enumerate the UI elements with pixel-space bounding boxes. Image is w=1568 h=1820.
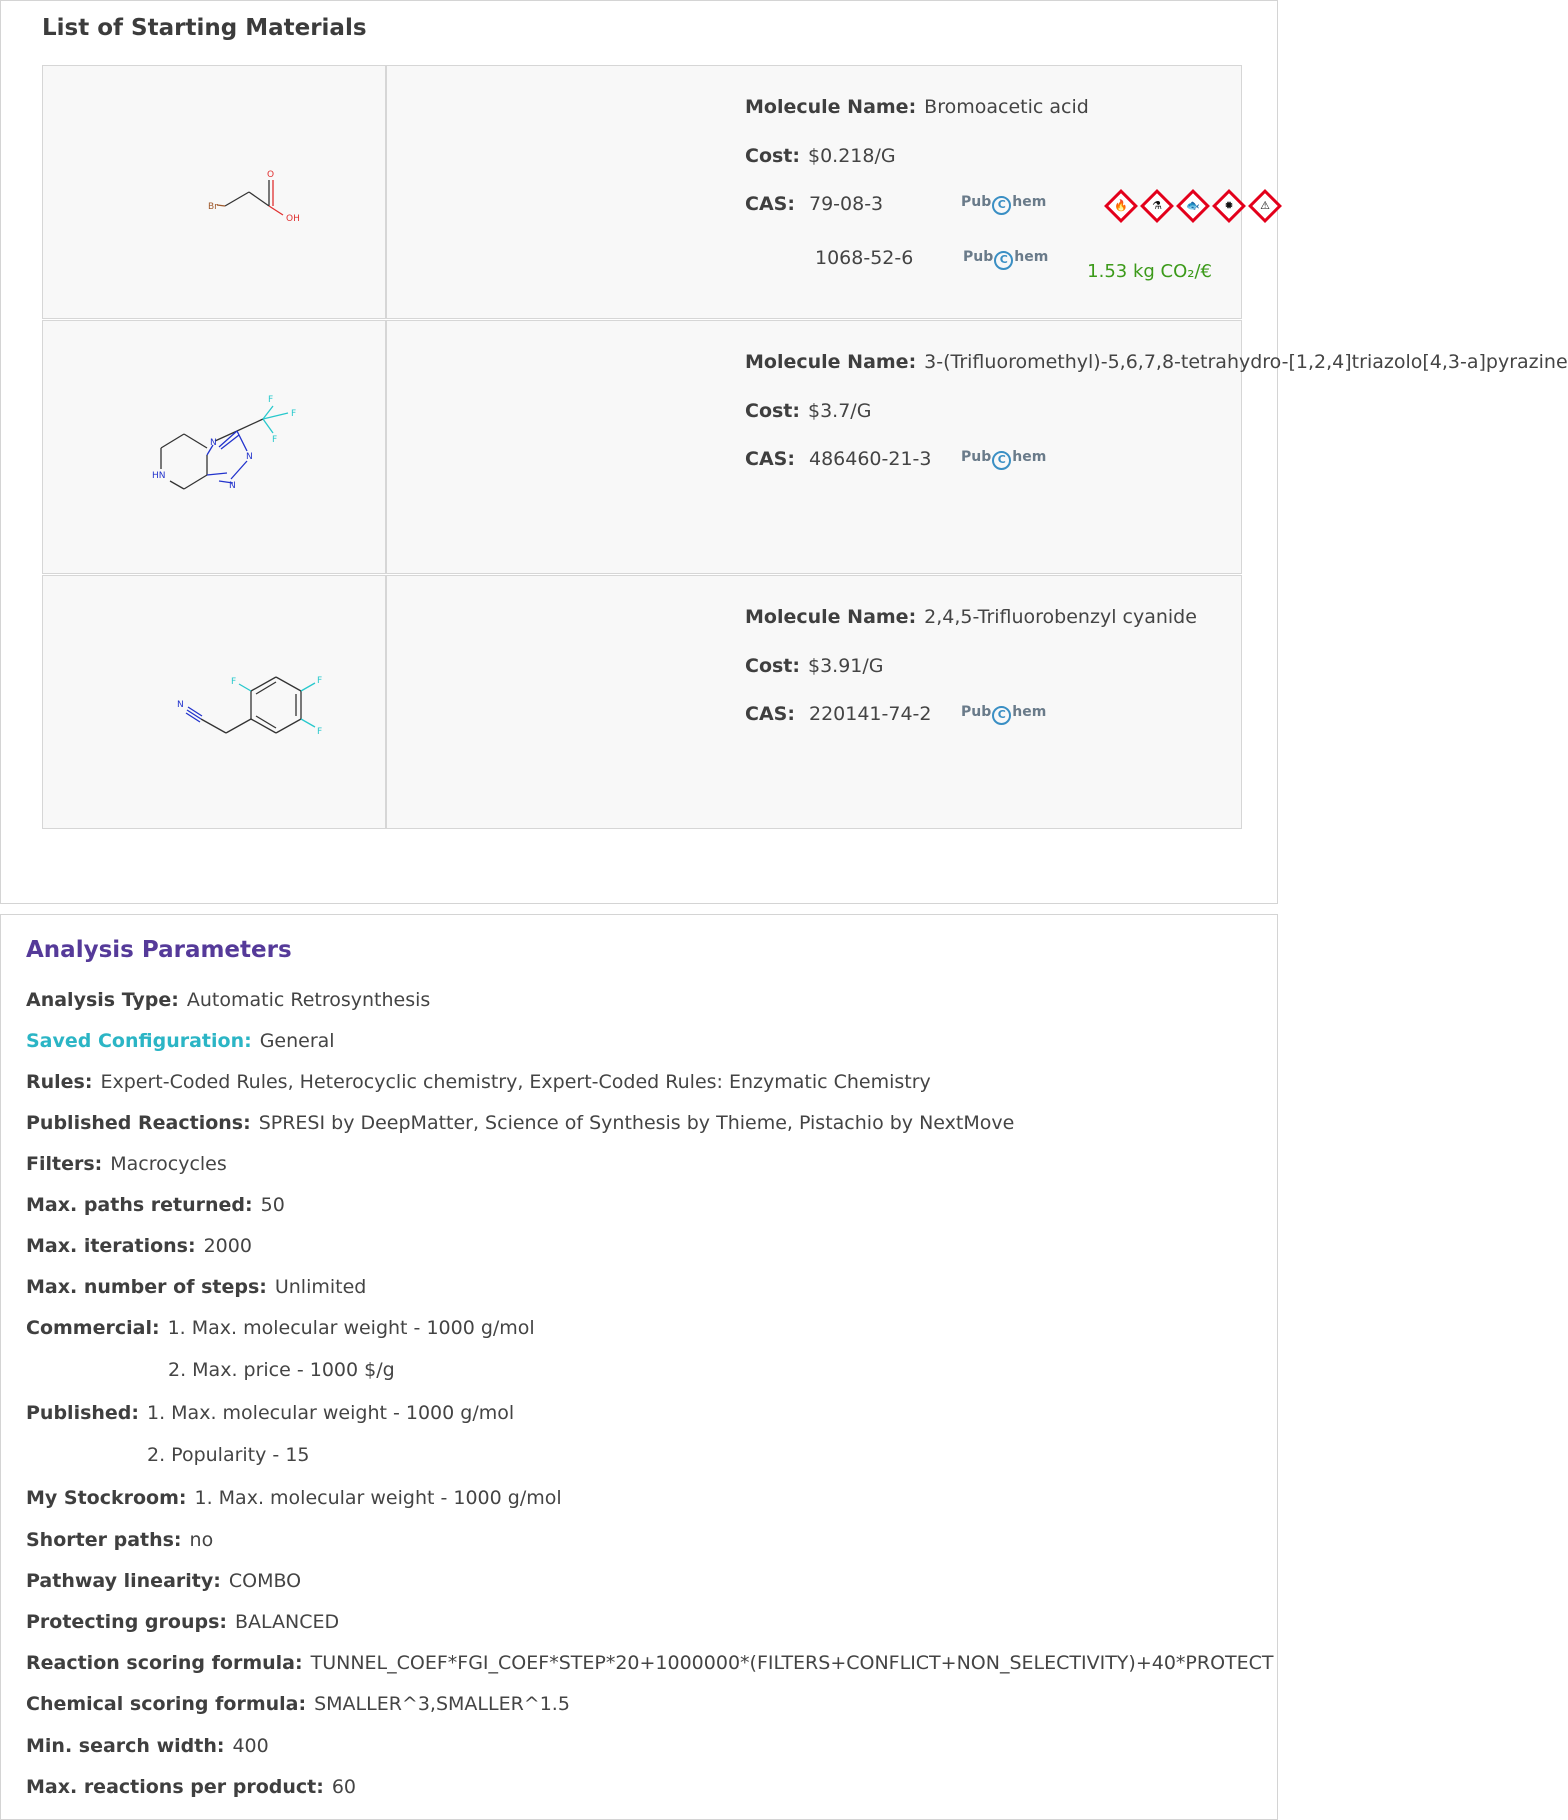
param-value: 1. Max. molecular weight - 1000 g/mol	[147, 1402, 515, 1424]
param-my-stockroom	[26, 1487, 562, 1509]
param-value: 2. Popularity - 15	[147, 1444, 310, 1466]
param-key: Analysis Type:	[26, 989, 179, 1011]
co2-footprint: 1.53 kg CO₂/€	[1087, 261, 1212, 282]
molecule-name-line	[745, 96, 1089, 118]
molecule-info	[387, 66, 1270, 318]
flammable-icon: 🔥	[1104, 189, 1138, 223]
cas-line	[745, 193, 959, 215]
cost-label: Cost:	[745, 655, 800, 677]
param-commercial-2	[168, 1359, 395, 1381]
param-key: Published:	[26, 1402, 139, 1424]
param-max-reactions	[26, 1776, 356, 1798]
param-published-reactions	[26, 1112, 1014, 1134]
param-rules	[26, 1071, 931, 1093]
param-key: Min. search width:	[26, 1735, 225, 1757]
cas-number: 1068-52-6	[815, 247, 914, 269]
param-value: 60	[331, 1776, 357, 1798]
molecule-name-value: 3-(Trifluoromethyl)-5,6,7,8-tetrahydro-[1,2,4]triazolo[4,3-a]pyrazine	[924, 351, 1568, 373]
pubchem-link[interactable]: Pub C hem	[961, 704, 1046, 725]
param-value: COMBO	[228, 1570, 302, 1592]
param-key: Max. number of steps:	[26, 1276, 267, 1298]
cas-label: CAS:	[745, 703, 795, 725]
starting-materials-table	[42, 65, 1568, 830]
cost-value: $0.218/G	[808, 145, 896, 167]
param-key: Rules:	[26, 1071, 93, 1093]
molecule-info	[387, 576, 1241, 828]
molecule-name-value: 2,4,5-Trifluorobenzyl cyanide	[924, 606, 1197, 628]
param-pathway-linearity	[26, 1570, 301, 1592]
toxic-icon: ⚠	[1248, 189, 1282, 223]
molecule-info	[387, 321, 1568, 573]
param-value: General	[259, 1030, 335, 1052]
param-value: TUNNEL_COEF*FGI_COEF*STEP*20+1000000*(FILTERS+CONFLICT+NON_SELECTIVITY)+40*PROTECT	[310, 1652, 1274, 1674]
corrosive-icon: ⚗	[1140, 189, 1174, 223]
param-value: SMALLER^3,SMALLER^1.5	[314, 1693, 570, 1715]
param-key: Max. paths returned:	[26, 1194, 253, 1216]
param-max-iterations	[26, 1235, 252, 1257]
atom-label: F	[268, 395, 274, 405]
param-value: Automatic Retrosynthesis	[186, 989, 431, 1011]
atom-label: Br	[208, 202, 218, 212]
cost-value: $3.7/G	[808, 400, 872, 422]
molecule-name-label: Molecule Name:	[745, 96, 917, 118]
param-key: Reaction scoring formula:	[26, 1652, 303, 1674]
param-key: Shorter paths:	[26, 1529, 182, 1551]
param-chemical-scoring	[26, 1693, 570, 1715]
cas-label: CAS:	[745, 448, 795, 470]
atom-label: N	[229, 481, 236, 491]
param-published-2	[147, 1444, 310, 1466]
atom-label: F	[272, 435, 278, 445]
starting-materials-panel	[0, 0, 1568, 904]
atom-label: N	[177, 700, 184, 710]
cas-line	[745, 448, 959, 470]
atom-label: HN	[152, 471, 166, 481]
molecule-structure	[43, 321, 387, 573]
atom-label: F	[317, 676, 323, 686]
starting-material-row	[42, 65, 1270, 319]
param-protecting-groups	[26, 1611, 339, 1633]
param-min-search-width	[26, 1735, 269, 1757]
param-value: 400	[232, 1735, 269, 1757]
param-value: Macrocycles	[110, 1153, 227, 1175]
param-published	[26, 1402, 514, 1424]
molecule-structure	[43, 66, 387, 318]
pubchem-c-icon: C	[992, 196, 1011, 215]
param-analysis-type	[26, 989, 430, 1011]
analysis-parameters-panel	[0, 914, 1278, 1820]
atom-label: OH	[286, 214, 300, 224]
param-max-steps	[26, 1276, 366, 1298]
pubchem-c-icon: C	[992, 451, 1011, 470]
atom-label: N	[210, 438, 217, 448]
pubchem-link[interactable]: Pub C hem	[963, 249, 1048, 270]
cost-value: $3.91/G	[808, 655, 884, 677]
cas-number: 220141-74-2	[808, 703, 932, 725]
param-key: Chemical scoring formula:	[26, 1693, 307, 1715]
param-value: 2. Max. price - 1000 $/g	[168, 1359, 395, 1381]
molecule-structure	[43, 576, 387, 828]
param-value: 1. Max. molecular weight - 1000 g/mol	[167, 1317, 535, 1339]
saved-configuration-link[interactable]: Saved Configuration:	[26, 1030, 252, 1052]
atom-label: O	[267, 170, 275, 180]
param-key: Filters:	[26, 1153, 103, 1175]
param-value: Unlimited	[274, 1276, 367, 1298]
cas-number: 486460-21-3	[808, 448, 932, 470]
param-value: no	[189, 1529, 214, 1551]
environment-icon: 🐟	[1176, 189, 1210, 223]
param-key: Commercial:	[26, 1317, 160, 1339]
param-key: Protecting groups:	[26, 1611, 227, 1633]
trifluorobenzyl-cyanide-structure	[43, 576, 385, 828]
atom-label: F	[231, 677, 237, 687]
param-commercial	[26, 1317, 535, 1339]
param-value: 1. Max. molecular weight - 1000 g/mol	[194, 1487, 562, 1509]
molecule-name-line	[745, 606, 1197, 628]
param-saved-configuration	[26, 1030, 335, 1052]
pubchem-link[interactable]: Pub C hem	[961, 449, 1046, 470]
param-value: 2000	[203, 1235, 252, 1257]
cas-line-secondary	[815, 247, 965, 269]
pubchem-c-icon: C	[994, 251, 1013, 270]
param-key: Published Reactions:	[26, 1112, 251, 1134]
param-key: Pathway linearity:	[26, 1570, 221, 1592]
cost-line	[745, 400, 871, 422]
param-shorter-paths	[26, 1529, 213, 1551]
starting-material-row	[42, 320, 1568, 574]
starting-materials-title: List of Starting Materials	[42, 15, 367, 41]
starting-material-row	[42, 575, 1242, 829]
param-value: SPRESI by DeepMatter, Science of Synthesis by Thieme, Pistachio by NextMove	[258, 1112, 1015, 1134]
cost-line	[745, 655, 884, 677]
analysis-parameters-title: Analysis Parameters	[26, 937, 292, 963]
atom-label: F	[291, 409, 297, 419]
param-value: 50	[260, 1194, 285, 1216]
cas-number: 79-08-3	[808, 193, 884, 215]
param-key: Max. reactions per product:	[26, 1776, 324, 1798]
health-hazard-icon: ✹	[1212, 189, 1246, 223]
param-key: Max. iterations:	[26, 1235, 196, 1257]
cas-label: CAS:	[745, 193, 795, 215]
molecule-name-value: Bromoacetic acid	[924, 96, 1089, 118]
param-value: Expert-Coded Rules, Heterocyclic chemistry, Expert-Coded Rules: Enzymatic Chemistry	[100, 1071, 931, 1093]
molecule-name-label: Molecule Name:	[745, 351, 917, 373]
molecule-name-label: Molecule Name:	[745, 606, 917, 628]
triazolopyrazine-structure	[43, 321, 385, 573]
molecule-name-line	[745, 351, 1568, 373]
atom-label: N	[246, 452, 253, 462]
param-filters	[26, 1153, 227, 1175]
param-reaction-scoring	[26, 1652, 1274, 1674]
param-max-paths	[26, 1194, 285, 1216]
cost-label: Cost:	[745, 145, 800, 167]
cost-label: Cost:	[745, 400, 800, 422]
bromoacetic-acid-structure	[43, 66, 385, 318]
param-value: BALANCED	[234, 1611, 340, 1633]
atom-label: F	[317, 727, 323, 737]
pubchem-c-icon: C	[992, 706, 1011, 725]
pubchem-link[interactable]: Pub C hem	[961, 194, 1046, 215]
param-key: My Stockroom:	[26, 1487, 187, 1509]
cost-line	[745, 145, 896, 167]
cas-line	[745, 703, 959, 725]
